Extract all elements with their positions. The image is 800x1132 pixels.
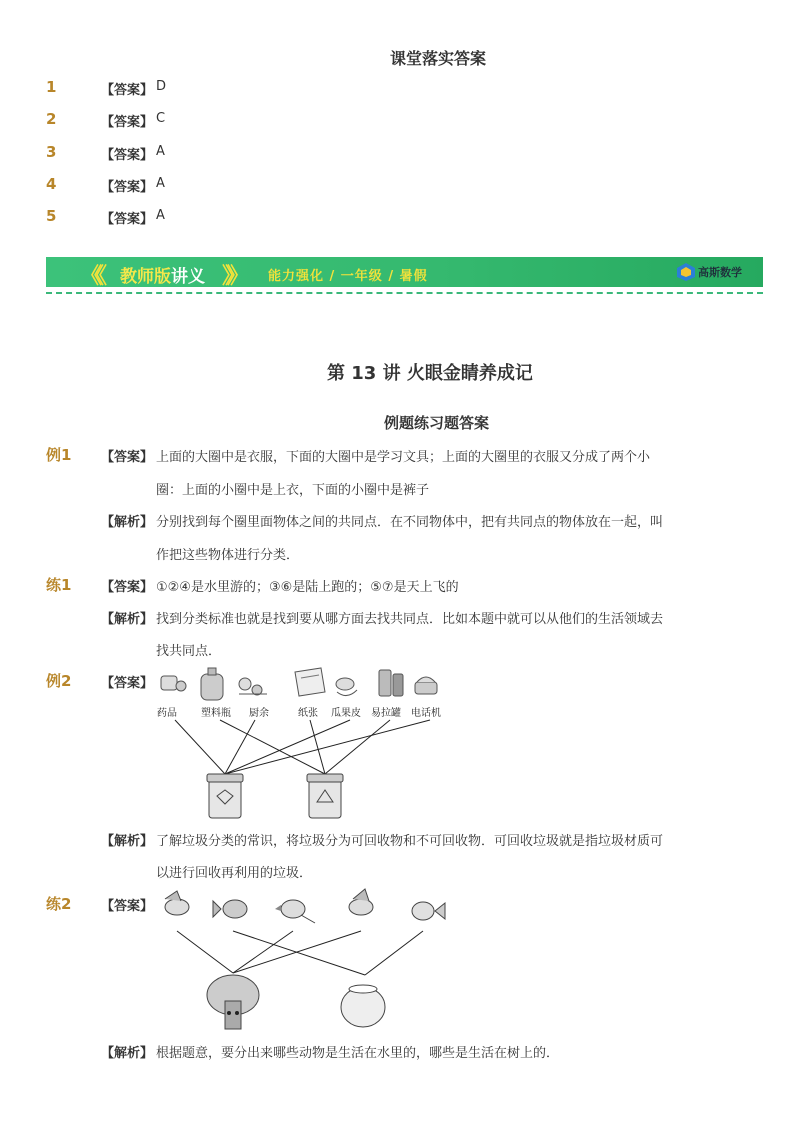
analysis-tag: 【解析】: [101, 515, 154, 530]
analysis-tag: 【解析】: [101, 612, 154, 627]
answer-tag: 【答案】: [101, 180, 154, 195]
section-title: 课堂落实答案: [390, 49, 487, 68]
item-label: 电话机: [411, 708, 441, 719]
fruit-peel-icon: [336, 678, 357, 696]
item-number: 2: [46, 110, 57, 128]
answer-value: A: [156, 144, 165, 159]
practice-label: 练1: [46, 576, 72, 594]
recyclable-bin-icon: [307, 774, 343, 818]
answer-tag: 【答案】: [101, 148, 154, 163]
analysis-text: 了解垃圾分类的常识，将垃圾分为可回收物和不可回收物．可回收垃圾就是指垃圾材质可: [156, 834, 664, 849]
item-label: 瓜果皮: [331, 708, 361, 719]
answer-tag: 【答案】: [101, 212, 154, 227]
answer-tag: 【答案】: [101, 580, 154, 595]
analysis-text: 分别找到每个圈里面物体之间的共同点．在不同物体中，把有共同点的物体放在一起，叫: [156, 515, 664, 530]
header-banner: [46, 257, 763, 291]
analysis-text: 作把这些物体进行分类．: [156, 548, 300, 563]
answer-value: A: [156, 208, 165, 223]
banner-divider: [46, 292, 763, 294]
item-label: 易拉罐: [371, 708, 401, 719]
answer-tag: 【答案】: [101, 115, 154, 130]
garbage-sort-figure: [155, 662, 455, 822]
analysis-text: 根据题意，要分出来哪些动物是生活在水里的，哪些是生活在树上的．: [156, 1046, 560, 1061]
example-label: 例1: [46, 446, 72, 464]
answer-value: C: [156, 111, 166, 126]
bird-icon: [165, 891, 189, 915]
lesson-subtitle: 例题练习题答案: [384, 414, 490, 432]
analysis-text: 找共同点．: [156, 644, 222, 659]
non-recyclable-bin-icon: [207, 774, 243, 818]
item-label: 厨余: [249, 708, 269, 719]
medicine-icon: [161, 676, 186, 691]
answer-text: 上面的大圈中是衣服，下面的大圈中是学习文具；上面的大圈里的衣服又分成了两个小: [156, 450, 651, 465]
item-number: 4: [46, 175, 57, 193]
brand-logo: [676, 261, 744, 283]
can-icon: [379, 670, 403, 696]
answer-tag: 【答案】: [101, 83, 154, 98]
plastic-bottle-icon: [201, 668, 223, 700]
analysis-tag: 【解析】: [101, 1046, 154, 1061]
answer-text: ①②④是水里游的；③⑥是陆上跑的；⑤⑦是天上飞的: [156, 580, 459, 595]
connector-lines: [177, 931, 423, 975]
parrot-icon: [275, 900, 315, 923]
tree-icon: [207, 975, 259, 1029]
analysis-text: 以进行回收再利用的垃圾．: [156, 866, 313, 881]
example-label: 例2: [46, 672, 72, 690]
answer-value: A: [156, 176, 165, 191]
chevron-right-icon: 》》: [222, 264, 244, 289]
paper-icon: [295, 668, 325, 696]
lesson-title: 第 13 讲 火眼金睛养成记: [327, 363, 533, 384]
item-label: 塑料瓶: [201, 708, 231, 719]
telephone-icon: [415, 677, 437, 694]
sparrow-icon: [349, 889, 373, 915]
fishbowl-icon: [341, 985, 385, 1027]
goldfish-icon: [412, 902, 445, 920]
answer-tag: 【答案】: [101, 450, 154, 465]
logo-icon: [676, 262, 696, 282]
banner-title-part2: 讲义: [171, 267, 205, 287]
chevron-left-icon: 《《: [80, 264, 102, 289]
animal-habitat-figure: [155, 885, 455, 1035]
garbage-sort-diagram: [155, 662, 455, 822]
answer-tag: 【答案】: [101, 899, 154, 914]
item-number: 3: [46, 143, 57, 161]
banner-title-part1: 教师版: [120, 267, 171, 287]
answer-text: 圈：上面的小圈中是上衣，下面的小圈中是裤子: [156, 483, 430, 498]
animal-habitat-diagram: [155, 885, 455, 1035]
analysis-text: 找到分类标准也就是找到要从哪方面去找共同点．比如本题中就可以从他们的生活领域去: [156, 612, 664, 627]
kitchen-waste-icon: [239, 678, 267, 695]
analysis-tag: 【解析】: [101, 834, 154, 849]
connector-lines: [175, 720, 430, 774]
banner-subtitle: 能力强化 / 一年级 / 暑假: [268, 269, 428, 284]
item-label: 药品: [157, 708, 177, 719]
item-number: 5: [46, 207, 57, 225]
answer-tag: 【答案】: [101, 676, 154, 691]
logo-text: 高斯数学: [698, 266, 742, 279]
banner-title: [120, 262, 205, 287]
fish-icon: [213, 900, 247, 918]
practice-label: 练2: [46, 895, 72, 913]
item-number: 1: [46, 78, 57, 96]
answer-value: D: [156, 79, 167, 94]
item-label: 纸张: [298, 708, 318, 719]
